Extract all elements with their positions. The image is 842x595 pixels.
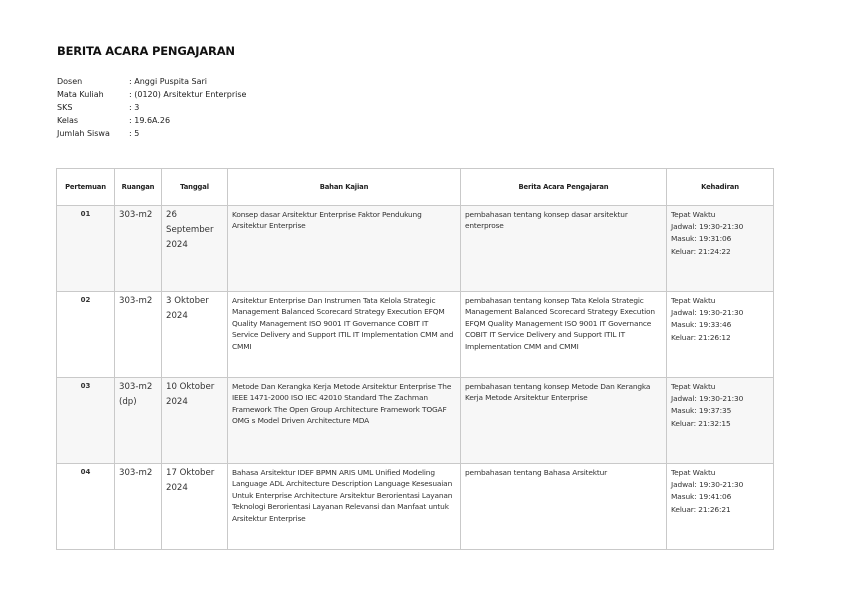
topic-cell: Bahasa Arsitektur IDEF BPMN ARIS UML Unified Modeling Language ADL Architecture Description Language Kesesuaian Untuk Enterprise Architecture Arsitektur Berorientasi Layanan Teknologi Berorientasi Layanan Relevansi dan Manfaat untuk Arsitektur Enterprise xyxy=(228,464,461,550)
info-value: : 19.6A.26 xyxy=(129,116,171,125)
meeting-number: 03 xyxy=(57,378,115,464)
check-out-time: Keluar: 21:24:22 xyxy=(671,246,731,256)
attendance-status: Tepat Waktu xyxy=(671,296,716,305)
check-in-time: Masuk: 19:31:06 xyxy=(671,234,732,244)
presence-cell xyxy=(667,464,774,550)
report-cell: pembahasan tentang Bahasa Arsitektur xyxy=(461,464,667,550)
info-label: Mata Kuliah xyxy=(57,90,104,99)
header-meeting: Pertemuan xyxy=(57,169,115,206)
header-room: Ruangan xyxy=(115,169,162,206)
info-row-student-count xyxy=(57,127,246,140)
info-label: Kelas xyxy=(57,116,79,125)
attendance-status: Tepat Waktu xyxy=(671,468,716,477)
date-cell: 3 Oktober 2024 xyxy=(162,292,228,378)
document-title: BERITA ACARA PENGAJARAN xyxy=(57,44,235,58)
teaching-record-table xyxy=(56,168,774,550)
info-label: Dosen xyxy=(57,77,83,86)
check-in-time: Masuk: 19:41:06 xyxy=(671,492,732,502)
meeting-number: 02 xyxy=(57,292,115,378)
info-value: : (0120) Arsitektur Enterprise xyxy=(129,90,247,99)
schedule-time: Jadwal: 19:30-21:30 xyxy=(671,480,744,490)
presence-cell xyxy=(667,292,774,378)
date-cell: 17 Oktober 2024 xyxy=(162,464,228,550)
check-in-time: Masuk: 19:33:46 xyxy=(671,320,732,330)
table-row xyxy=(57,206,774,292)
check-out-time: Keluar: 21:26:12 xyxy=(671,332,731,342)
course-info xyxy=(57,75,246,140)
info-value: : 3 xyxy=(129,103,140,112)
table-row xyxy=(57,292,774,378)
header-date: Tanggal xyxy=(162,169,228,206)
schedule-time: Jadwal: 19:30-21:30 xyxy=(671,308,744,318)
table-row xyxy=(57,464,774,550)
check-in-time: Masuk: 19:37:35 xyxy=(671,406,732,416)
check-out-time: Keluar: 21:32:15 xyxy=(671,418,731,428)
meeting-number: 01 xyxy=(57,206,115,292)
info-value: : Anggi Puspita Sari xyxy=(129,77,207,86)
schedule-time: Jadwal: 19:30-21:30 xyxy=(671,394,744,404)
schedule-time: Jadwal: 19:30-21:30 xyxy=(671,222,744,232)
info-row-lecturer xyxy=(57,75,246,88)
topic-cell: Arsitektur Enterprise Dan Instrumen Tata Kelola Strategic Management Balanced Scorecard Strategy Execution EFQM Quality Management ISO 9001 IT Governance COBIT IT Service Delivery and Support ITIL IT Implementation CMM and CMMI xyxy=(228,292,461,378)
table-row xyxy=(57,378,774,464)
topic-cell: Konsep dasar Arsitektur Enterprise Faktor Pendukung Arsitektur Enterprise xyxy=(228,206,461,292)
presence-cell xyxy=(667,206,774,292)
report-cell: pembahasan tentang konsep dasar arsitektur enterprose xyxy=(461,206,667,292)
table-header-row xyxy=(57,169,774,206)
room-cell: 303-m2 xyxy=(115,464,162,550)
info-row-course xyxy=(57,88,246,101)
check-out-time: Keluar: 21:26:21 xyxy=(671,504,731,514)
report-cell: pembahasan tentang konsep Tata Kelola Strategic Management Balanced Scorecard Strategy Execution EFQM Quality Management ISO 9001 IT Governance COBIT IT Service Delivery and Support ITIL IT Implementation CMM and CMMI xyxy=(461,292,667,378)
date-cell: 26 September 2024 xyxy=(162,206,228,292)
info-row-credits xyxy=(57,101,246,114)
meeting-number: 04 xyxy=(57,464,115,550)
info-label: Jumlah Siswa xyxy=(57,129,110,138)
info-row-class xyxy=(57,114,246,127)
header-topic: Bahan Kajian xyxy=(228,169,461,206)
room-cell: 303-m2 (dp) xyxy=(115,378,162,464)
room-cell: 303-m2 xyxy=(115,292,162,378)
date-cell: 10 Oktober 2024 xyxy=(162,378,228,464)
presence-cell xyxy=(667,378,774,464)
header-presence: Kehadiran xyxy=(667,169,774,206)
report-cell: pembahasan tentang konsep Metode Dan Kerangka Kerja Metode Arsitektur Enterprise xyxy=(461,378,667,464)
topic-cell: Metode Dan Kerangka Kerja Metode Arsitektur Enterprise The IEEE 1471-2000 ISO IEC 42010 Standard The Zachman Framework The Open Group Architecture Framework TOGAF OMG s Model Driven Architecture MDA xyxy=(228,378,461,464)
info-value: : 5 xyxy=(129,129,140,138)
room-cell: 303-m2 xyxy=(115,206,162,292)
attendance-status: Tepat Waktu xyxy=(671,382,716,391)
header-report: Berita Acara Pengajaran xyxy=(461,169,667,206)
attendance-status: Tepat Waktu xyxy=(671,210,716,219)
info-label: SKS xyxy=(57,103,73,112)
